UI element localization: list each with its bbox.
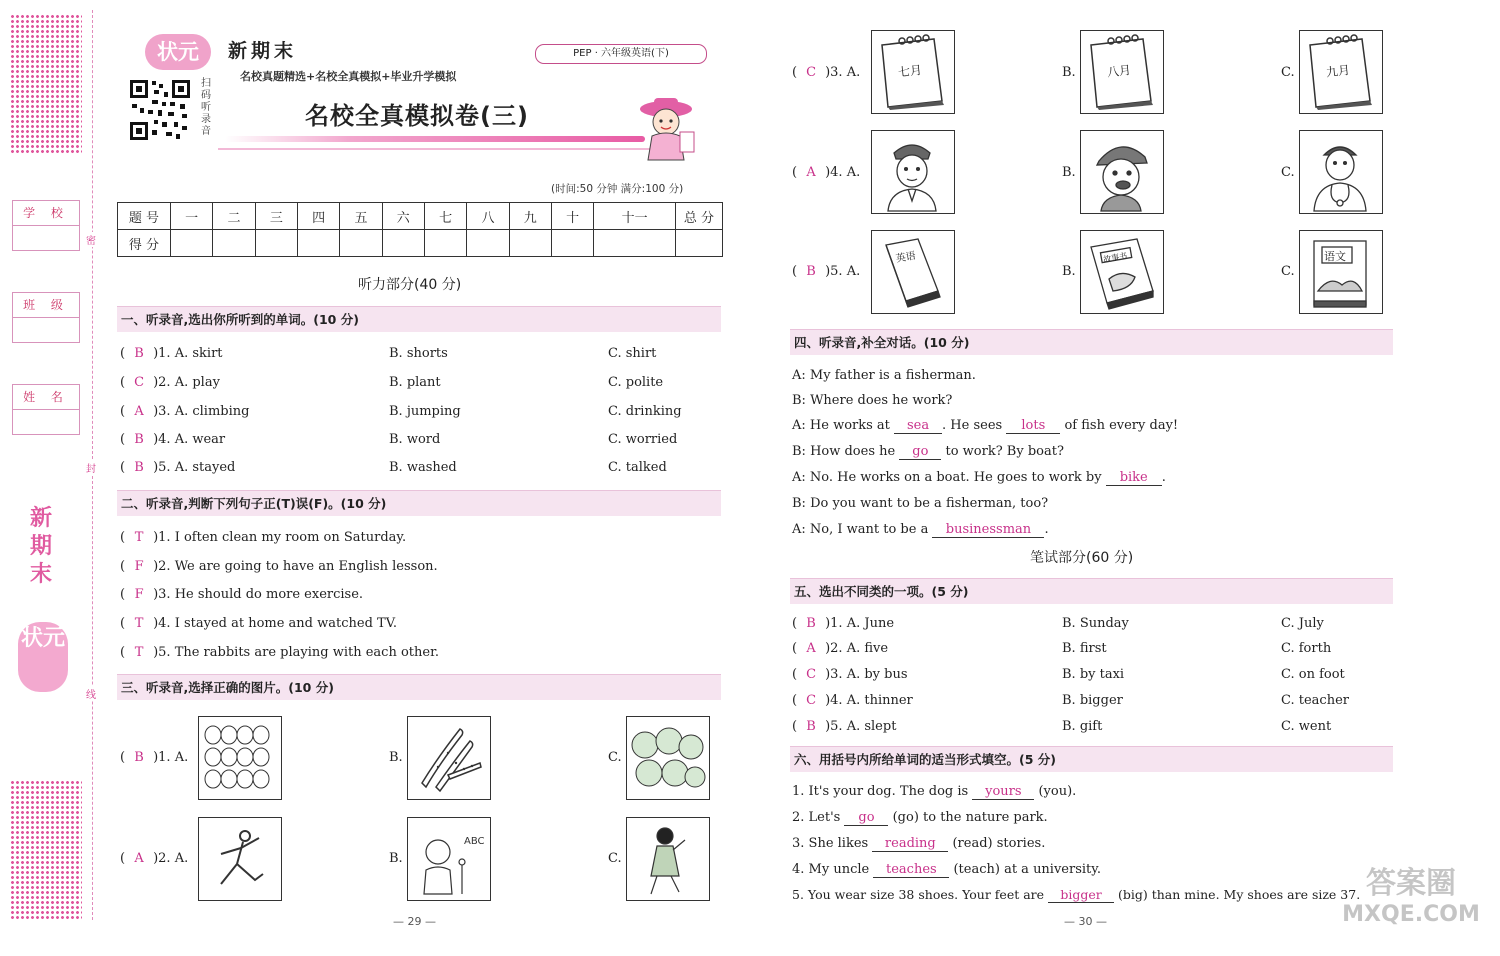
dialogue-line — [792, 418, 1178, 434]
option-c: C. polite — [608, 375, 664, 390]
header-subtitle: 名校真题精选+名校全真模拟+毕业升学模拟 — [240, 70, 457, 83]
watermark-bottom: MXQE.COM — [1342, 902, 1480, 927]
brand-logo — [145, 34, 211, 70]
option-a: A. climbing — [174, 404, 250, 419]
picture-girl-walking[interactable] — [626, 817, 710, 901]
item-number: 2. A. — [158, 851, 189, 866]
sidebar-dot-pattern-top — [10, 14, 82, 154]
score-table-cell: 一 — [171, 203, 213, 230]
item-number: 1. — [830, 616, 843, 631]
calendar-label: 九月 — [1325, 62, 1351, 80]
list-item: ( B )5. A. stayed — [120, 460, 236, 475]
option-a: A. June — [846, 616, 895, 631]
option-b: B. Sunday — [1062, 616, 1129, 631]
option-c: C. teacher — [1281, 693, 1349, 708]
score-table — [117, 202, 723, 257]
list-item: ( C )3. A. — [792, 65, 861, 80]
option-b: B. plant — [389, 375, 441, 390]
school-label: 学 校 — [13, 201, 79, 226]
score-cell[interactable] — [551, 230, 593, 257]
option-b: B. first — [1062, 641, 1107, 656]
list-item: ( C )4. A. thinner — [792, 693, 913, 708]
option-b: B. word — [389, 432, 441, 447]
score-cell[interactable] — [340, 230, 382, 257]
sentence-text: 1. It's your dog. The dog is — [792, 784, 973, 799]
blank-answer[interactable]: yours — [972, 784, 1034, 800]
section-6-title: 六、用括号内所给单词的适当形式填空。(5 分) — [790, 746, 1393, 772]
brand-logo-text: 状元 — [157, 40, 199, 64]
option-c-label: C. — [1281, 65, 1295, 80]
title-underline-swoosh — [225, 136, 645, 142]
book-label: 故事书 — [1102, 251, 1128, 265]
list-item: ( T )5. The rabbits are playing with each other. — [120, 645, 439, 660]
item-number: 5. — [158, 460, 171, 475]
sentence-text: (teach) at a university. — [949, 862, 1102, 877]
score-table-cell: 六 — [382, 203, 424, 230]
score-table-cell: 十 — [551, 203, 593, 230]
answer-mark: A — [134, 404, 144, 419]
option-c: C. worried — [608, 432, 678, 447]
writing-part-title: 笔试部分(60 分) — [1030, 550, 1134, 566]
blank-answer[interactable]: bike — [1106, 470, 1162, 486]
score-table-cell: 题 号 — [118, 203, 171, 230]
blank-answer[interactable]: bigger — [1048, 887, 1114, 903]
calendar-label: 七月 — [897, 62, 923, 80]
singer-card-text: ABC — [464, 836, 485, 847]
option-a: A. five — [846, 641, 889, 656]
option-a: A. by bus — [846, 667, 908, 682]
option-c-label: C. — [608, 750, 622, 765]
list-item: ( B )1. A. skirt — [120, 346, 223, 361]
calendar-label: 八月 — [1106, 62, 1132, 80]
answer-mark: A — [806, 641, 816, 656]
statement-text: 4. I stayed at home and watched TV. — [158, 616, 397, 631]
statement-text: 1. I often clean my room on Saturday. — [158, 530, 407, 545]
list-item: ( C )2. A. play — [120, 375, 220, 390]
score-table-cell: 九 — [509, 203, 551, 230]
qr-code-image[interactable] — [128, 78, 192, 142]
item-number: 4. — [830, 693, 843, 708]
score-table-score-row — [118, 230, 723, 257]
edition-text: PEP · 六年级英语(下) — [573, 48, 669, 59]
list-item: ( B )4. A. wear — [120, 432, 226, 447]
answer-mark: A — [134, 851, 144, 866]
dialogue-text: . He sees — [942, 418, 1007, 433]
score-table-cell: 二 — [213, 203, 255, 230]
item-number: 1. A. — [158, 750, 189, 765]
dialogue-line — [792, 470, 1166, 486]
blank-answer[interactable]: reading — [872, 836, 948, 852]
statement-text: 5. The rabbits are playing with each other. — [158, 645, 439, 660]
list-item: ( F )2. We are going to have an English lesson. — [120, 559, 438, 574]
time-info: (时间:50 分钟 满分:100 分) — [551, 183, 684, 195]
dialogue-line — [792, 444, 1064, 460]
option-b: B. bigger — [1062, 693, 1123, 708]
picture-onions[interactable] — [626, 716, 710, 800]
name-field[interactable] — [12, 384, 80, 435]
answer-mark: B — [806, 616, 816, 631]
option-c: C. shirt — [608, 346, 657, 361]
statement-text: 2. We are going to have an English lesson. — [158, 559, 438, 574]
sidebar-brand-vertical: 新期末 — [30, 506, 53, 587]
sidebar-dot-pattern-bottom — [10, 780, 82, 920]
picture-singer[interactable] — [407, 817, 491, 901]
item-number: 2. — [830, 641, 843, 656]
dialogue-text: B: Where does he work? — [792, 393, 953, 408]
answer-mark: B — [806, 264, 816, 279]
option-b: B. jumping — [389, 404, 461, 419]
picture-dancer[interactable] — [198, 817, 282, 901]
sidebar-brand-badge-text: 状元 — [20, 626, 65, 651]
item-number: 5. A. — [830, 264, 861, 279]
score-table-cell: 八 — [467, 203, 509, 230]
picture-storybook[interactable] — [1080, 230, 1164, 314]
option-c-label: C. — [1281, 264, 1295, 279]
book-label: 英语 — [895, 250, 917, 265]
picture-police-officer[interactable] — [871, 130, 955, 214]
name-label: 姓 名 — [13, 385, 79, 410]
score-cell[interactable] — [297, 230, 339, 257]
option-c: C. went — [1281, 719, 1332, 734]
option-b-label: B. — [389, 750, 403, 765]
list-item: ( B )1. A. — [120, 750, 189, 765]
section-1-title: 一、听录音,选出你所听到的单词。(10 分) — [117, 306, 721, 332]
watermark-top: 答案圈 — [1366, 866, 1456, 901]
score-table-cell: 五 — [340, 203, 382, 230]
answer-mark: T — [134, 530, 144, 545]
qr-hint: 扫码听录音 — [201, 78, 211, 137]
option-a: A. wear — [174, 432, 226, 447]
score-table-cell: 七 — [424, 203, 466, 230]
item-number: 3. — [158, 404, 171, 419]
option-b: B. gift — [1062, 719, 1103, 734]
answer-mark: A — [806, 165, 816, 180]
title-underline-thin — [218, 148, 658, 150]
dialogue-text: A: He works at — [792, 418, 895, 433]
item-number: 1. — [158, 346, 171, 361]
sentence-text: 4. My uncle — [792, 862, 874, 877]
dialogue-line — [792, 393, 952, 408]
list-item: ( C )3. A. by bus — [792, 667, 908, 682]
answer-mark: T — [134, 616, 144, 631]
dialogue-text: of fish every day! — [1060, 418, 1179, 433]
dialogue-line — [792, 368, 976, 383]
seal-char-3: 线 — [86, 686, 96, 701]
dialogue-text: A: No. He works on a boat. He goes to work by — [792, 470, 1106, 485]
blank-answer[interactable]: go — [844, 810, 888, 826]
score-cell[interactable] — [424, 230, 466, 257]
score-row-label: 得 分 — [118, 230, 171, 257]
score-cell[interactable] — [213, 230, 255, 257]
dialogue-line — [792, 522, 1049, 538]
option-a: A. thinner — [846, 693, 913, 708]
picture-calendar-september[interactable] — [1299, 30, 1383, 114]
score-cell[interactable] — [594, 230, 676, 257]
item-number: 5. — [830, 719, 843, 734]
list-item: ( B )5. A. — [792, 264, 861, 279]
answer-mark: F — [134, 559, 144, 574]
option-c-label: C. — [608, 851, 622, 866]
blank-answer[interactable]: go — [899, 444, 941, 460]
option-b-label: B. — [1062, 165, 1076, 180]
section-3-title: 三、听录音,选择正确的图片。(10 分) — [117, 674, 721, 700]
answer-mark: B — [806, 719, 816, 734]
picture-english-book[interactable] — [871, 230, 955, 314]
seal-char-2: 封 — [86, 460, 96, 475]
blank-answer[interactable]: lots — [1006, 418, 1060, 434]
score-table-cell: 总 分 — [676, 203, 723, 230]
option-a: A. slept — [846, 719, 897, 734]
option-b: B. washed — [389, 460, 457, 475]
list-item: ( A )2. A. five — [792, 641, 889, 656]
section-5-title: 五、选出不同类的一项。(5 分) — [790, 578, 1393, 604]
page-number-right: — 30 — — [1064, 915, 1107, 928]
score-table-cell: 四 — [297, 203, 339, 230]
sentence-text: (read) stories. — [948, 836, 1046, 851]
section-2-title: 二、听录音,判断下列句子正(T)误(F)。(10 分) — [117, 490, 721, 516]
option-b-label: B. — [1062, 264, 1076, 279]
score-cell[interactable] — [255, 230, 297, 257]
picture-calendar-august[interactable] — [1080, 30, 1164, 114]
item-number: 3. A. — [830, 65, 861, 80]
option-b: B. shorts — [389, 346, 448, 361]
sentence-text: 2. Let's — [792, 810, 845, 825]
score-cell[interactable] — [467, 230, 509, 257]
item-number: 4. — [158, 432, 171, 447]
blank-answer[interactable]: teaches — [873, 862, 949, 878]
statement-text: 3. He should do more exercise. — [158, 587, 364, 602]
list-item — [792, 810, 1048, 826]
score-table-cell: 十一 — [594, 203, 676, 230]
list-item — [792, 887, 1360, 903]
option-c: C. July — [1281, 616, 1324, 631]
section-4-title: 四、听录音,补全对话。(10 分) — [790, 329, 1393, 355]
dialogue-text: . — [1044, 522, 1049, 537]
sentence-text: (big) than mine. My shoes are size 37. — [1114, 887, 1361, 902]
school-field[interactable] — [12, 200, 80, 251]
list-item — [792, 784, 1076, 800]
watermark-logo — [1326, 866, 1496, 928]
answer-mark: B — [134, 432, 144, 447]
option-c: C. talked — [608, 460, 667, 475]
picture-potatoes[interactable] — [198, 716, 282, 800]
mascot-figure — [632, 92, 702, 162]
answer-mark: T — [134, 645, 144, 660]
picture-calendar-july[interactable] — [871, 30, 955, 114]
list-item — [792, 836, 1045, 852]
dialogue-line — [792, 496, 1048, 511]
option-b: B. by taxi — [1062, 667, 1125, 682]
sentence-text: (you). — [1034, 784, 1077, 799]
answer-mark: F — [134, 587, 144, 602]
picture-green-beans[interactable] — [407, 716, 491, 800]
list-item: ( B )1. A. June — [792, 616, 895, 631]
answer-mark: C — [806, 667, 817, 682]
option-c-label: C. — [1281, 165, 1295, 180]
class-field[interactable] — [12, 292, 80, 343]
score-table-header-row — [118, 203, 723, 230]
sentence-text: 3. She likes — [792, 836, 873, 851]
option-a: A. skirt — [174, 346, 223, 361]
option-c: C. forth — [1281, 641, 1332, 656]
option-b-label: B. — [1062, 65, 1076, 80]
dialogue-text: to work? By boat? — [941, 444, 1064, 459]
exam-title: 名校全真模拟卷(三) — [305, 102, 529, 130]
score-cell[interactable] — [171, 230, 213, 257]
answer-mark: B — [134, 346, 144, 361]
listening-part-title: 听力部分(40 分) — [358, 277, 462, 293]
sentence-text: 5. You wear size 38 shoes. Your feet are — [792, 887, 1049, 902]
list-item: ( A )2. A. — [120, 851, 189, 866]
class-label: 班 级 — [13, 293, 79, 318]
score-table-cell: 三 — [255, 203, 297, 230]
list-item: ( A )4. A. — [792, 165, 861, 180]
item-number: 4. A. — [830, 165, 861, 180]
dialogue-text: A: My father is a fisherman. — [792, 368, 976, 383]
dialogue-text: . — [1161, 470, 1166, 485]
list-item: ( A )3. A. climbing — [120, 404, 250, 419]
dialogue-text: B: How does he — [792, 444, 900, 459]
item-number: 2. — [158, 375, 171, 390]
list-item: ( T )4. I stayed at home and watched TV. — [120, 616, 397, 631]
picture-worker[interactable] — [1080, 130, 1164, 214]
blank-answer[interactable]: sea — [894, 418, 942, 434]
answer-mark: B — [134, 750, 144, 765]
list-item: ( F )3. He should do more exercise. — [120, 587, 364, 602]
page-number-left: — 29 — — [393, 915, 436, 928]
option-a: A. stayed — [174, 460, 236, 475]
answer-mark: C — [134, 375, 145, 390]
answer-mark: B — [134, 460, 144, 475]
edition-badge — [535, 44, 707, 64]
answer-mark: C — [806, 693, 817, 708]
dialogue-text: A: No, I want to be a — [792, 522, 933, 537]
score-cell[interactable] — [676, 230, 723, 257]
option-b-label: B. — [389, 851, 403, 866]
seal-char-1: 密 — [86, 232, 96, 247]
series-name: 新期末 — [228, 40, 298, 62]
picture-chinese-book[interactable] — [1299, 230, 1383, 314]
list-item — [792, 862, 1101, 878]
list-item: ( B )5. A. slept — [792, 719, 897, 734]
dialogue-text: B: Do you want to be a fisherman, too? — [792, 496, 1049, 511]
option-c: C. drinking — [608, 404, 682, 419]
score-cell[interactable] — [509, 230, 551, 257]
item-number: 3. — [830, 667, 843, 682]
blank-answer[interactable]: businessman — [932, 522, 1044, 538]
option-c: C. on foot — [1281, 667, 1345, 682]
score-cell[interactable] — [382, 230, 424, 257]
list-item: ( T )1. I often clean my room on Saturday. — [120, 530, 407, 545]
sentence-text: (go) to the nature park. — [888, 810, 1048, 825]
option-a: A. play — [174, 375, 220, 390]
book-label: 语文 — [1324, 250, 1346, 263]
sidebar-brand-badge — [18, 622, 68, 692]
picture-doctor[interactable] — [1299, 130, 1383, 214]
answer-mark: C — [806, 65, 817, 80]
